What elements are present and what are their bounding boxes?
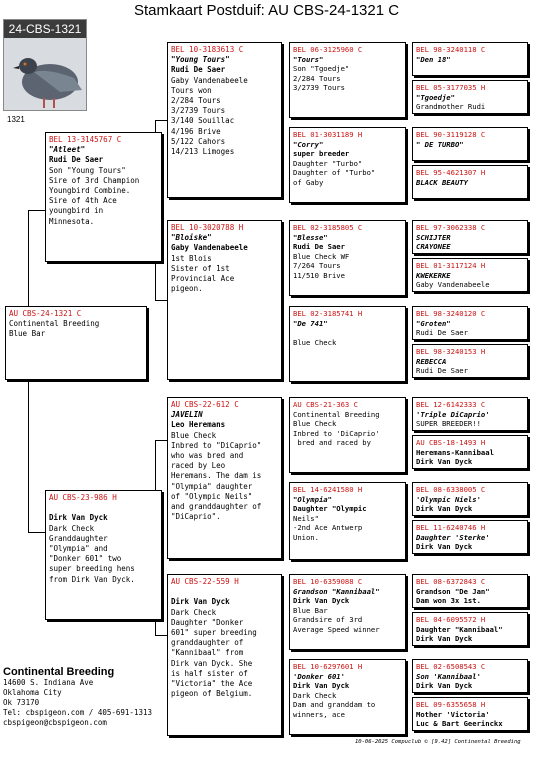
- gen4-ring: BEL 98-3240118 C: [416, 45, 486, 54]
- gen3-ring: BEL 14-6241580 H: [293, 485, 363, 494]
- gen3-owner: Rudi De Saer: [293, 242, 345, 252]
- gen4-line: Mother 'Victoria': [416, 709, 490, 719]
- gen4-line: Gaby Vandenabeele: [416, 280, 490, 290]
- dd-line: 601" super breeding: [171, 628, 257, 638]
- gen4-ring: BEL 04-6095572 H: [416, 615, 486, 624]
- gen3-line: Grandsire of 3rd: [293, 615, 363, 625]
- dam-line: "Olympia" and: [49, 544, 108, 554]
- gen4-name: REBECCA: [416, 356, 447, 366]
- sire-line: Sire of 3rd Champion: [49, 175, 140, 185]
- gen3-line: winners, ace: [293, 709, 345, 719]
- gen3-name: 'Donker 601': [293, 671, 345, 681]
- gen3-ring: AU CBS-21-363 C: [293, 400, 358, 409]
- gen3-line: Union.: [293, 532, 319, 542]
- gen4-line: SUPER BREEDER!!: [416, 419, 481, 429]
- gen4-ring: BEL 98-3240120 C: [416, 309, 486, 318]
- gen3-line: Son "Tgoedje": [293, 64, 350, 74]
- gen3-owner: Daughter "Olympic: [293, 504, 367, 514]
- ss-line: 5/122 Cahors: [171, 136, 226, 146]
- sire-line: youngbird in: [49, 206, 104, 216]
- dd-name: [171, 587, 278, 597]
- gen3-line: Blue Check WF: [293, 251, 350, 261]
- gen3-line: Dark Check: [293, 690, 337, 700]
- ss-line: 3/140 Souillac: [171, 116, 235, 126]
- gen3-line: 2/284 Tours: [293, 73, 341, 83]
- gen3-line: Continental Breeding: [293, 409, 380, 419]
- dam-ring: AU CBS-23-986 H: [49, 493, 117, 502]
- gen3-card: [289, 127, 406, 203]
- ds-line: Heremans. The dam is: [171, 471, 262, 481]
- ss-line: 14/213 Limoges: [171, 147, 235, 157]
- gen3-owner: super breeder: [293, 149, 350, 159]
- connector-line: [155, 120, 167, 121]
- gen4-card: [412, 80, 528, 114]
- subject-line: Continental Breeding: [9, 319, 100, 329]
- gen4-card: [412, 258, 528, 292]
- gen4-ring: BEL 90-3119128 C: [416, 130, 486, 139]
- gen4-ring: BEL 95-4621307 H: [416, 168, 486, 177]
- gen4-ring: BEL 08-6338005 C: [416, 485, 486, 494]
- gen3-line: Average Speed winner: [293, 624, 380, 634]
- gen4-line: Grandmother Rudi: [416, 102, 486, 112]
- gen4-card: [412, 306, 528, 340]
- subject-card: [5, 306, 147, 380]
- ss-owner: Rudi De Saer: [171, 65, 226, 75]
- breeder-name: Continental Breeding: [3, 666, 115, 678]
- ss-line: 2/284 Tours: [171, 96, 221, 106]
- pigeon-photo: [3, 19, 87, 111]
- gen3-line: Neils": [293, 513, 319, 523]
- sire-ring: BEL 13-3145767 C: [49, 135, 122, 144]
- connector-line: [28, 378, 29, 532]
- gen3-card: [289, 482, 406, 560]
- gen3-card: [289, 397, 406, 473]
- gen4-card: [412, 612, 528, 646]
- gen4-line: Dam won 3x 1st.: [416, 596, 481, 606]
- dd-line: Daughter "Donker: [171, 617, 244, 627]
- connector-line: [28, 532, 45, 533]
- ss-name: "Young Tours": [171, 55, 230, 65]
- dd-owner: Dirk Van Dyck: [171, 597, 230, 607]
- gen3-line: Dam and granddam to: [293, 700, 376, 710]
- gen4-ring: BEL 02-6508543 C: [416, 662, 486, 671]
- gen3-line: of Gaby: [293, 177, 324, 187]
- photo-label: 24-CBS-1321: [4, 20, 86, 38]
- gen3-ring: BEL 10-6297601 H: [293, 662, 363, 671]
- connector-line: [155, 300, 167, 301]
- sd-line: Sister of 1st: [171, 263, 230, 273]
- gen3-line: [293, 328, 402, 338]
- gen3-name: Grandson "Kannibaal": [293, 586, 380, 596]
- gen3-line: bred and raced by: [293, 438, 371, 448]
- gen4-line: Heremans-Kannibaal: [416, 447, 494, 457]
- breeder-zip: Ok 73170: [3, 698, 40, 707]
- gen3-line: Blue Check: [293, 419, 337, 429]
- gen4-line: Grandson "De Jan": [416, 586, 490, 596]
- gen3-line: Blue Bar: [293, 605, 328, 615]
- ds-name: JAVELIN: [171, 410, 203, 420]
- gen3-name: "Blesse": [293, 232, 328, 242]
- dam-line: from Dirk Van Dyck.: [49, 574, 135, 584]
- sire-line: Minnesota.: [49, 216, 95, 226]
- gen4-card: [412, 397, 528, 431]
- dam-line: super breeding hens: [49, 564, 135, 574]
- gen4-card: [412, 574, 528, 608]
- gen3-ring: BEL 02-3185805 C: [293, 223, 363, 232]
- gen3-ring: BEL 10-6359088 C: [293, 577, 363, 586]
- sire-owner: Rudi De Saer: [49, 155, 104, 165]
- connector-line: [155, 440, 167, 441]
- sire-line: Son "Young Tours": [49, 165, 126, 175]
- gen4-line: Luc & Bart Geerinckx: [416, 719, 503, 729]
- gen3-line: Daughter "Turbo": [293, 158, 363, 168]
- gen3-line: 7/264 Tours: [293, 261, 341, 271]
- gen4-line: Dirk Van Dyck: [416, 634, 473, 644]
- dam-owner: Dirk Van Dyck: [49, 513, 108, 523]
- gen4-card: [412, 482, 528, 516]
- gen3-name: "De 741": [293, 318, 328, 328]
- gen4-line: Daughter "Kannibaal": [416, 624, 503, 634]
- dd-card: [167, 574, 282, 736]
- gen3-card: [289, 220, 406, 296]
- ss-line: Gaby Vandenabeele: [171, 75, 248, 85]
- gen4-ring: BEL 05-3177035 H: [416, 83, 486, 92]
- gen4-ring: AU CBS-18-1493 H: [416, 438, 486, 447]
- dd-line: Dirk van Dyck. She: [171, 658, 253, 668]
- footer: 10-06-2025 Compuclub © [9.42] Continental Breeding: [355, 739, 521, 745]
- gen4-card: [412, 520, 528, 554]
- sd-card: [167, 220, 282, 380]
- gen4-name: KWEKERKE: [416, 270, 451, 280]
- gen4-name: 'Triple DiCaprio': [416, 409, 490, 419]
- breeder-info: [3, 666, 152, 728]
- ds-owner: Leo Heremans: [171, 420, 226, 430]
- sire-line: Youngbird Combine.: [49, 186, 131, 196]
- ds-line: who was bred and: [171, 451, 244, 461]
- gen4-line: Dirk Van Dyck: [416, 542, 473, 552]
- subject-ring: AU CBS-24-1321 C: [9, 309, 82, 318]
- gen4-ring: BEL 09-6355658 H: [416, 700, 486, 709]
- gen3-line: 11/510 Brive: [293, 270, 345, 280]
- gen4-name: " DE TURBO": [416, 139, 464, 149]
- sd-ring: BEL 10-3020788 H: [171, 223, 244, 232]
- gen3-card: [289, 574, 406, 650]
- gen4-name: "Groten": [416, 318, 451, 328]
- gen3-ring: BEL 01-3031189 H: [293, 130, 363, 139]
- sd-line: 1st Blois: [171, 253, 212, 263]
- ds-line: Blue Check: [171, 430, 217, 440]
- dd-line: granddaughter of: [171, 638, 244, 648]
- ss-ring: BEL 10-3183613 C: [171, 45, 244, 54]
- sd-name: "Bloiske": [171, 233, 212, 243]
- gen4-card: [412, 344, 528, 378]
- dd-line: Dark Check: [171, 607, 217, 617]
- gen3-ring: BEL 06-3125960 C: [293, 45, 363, 54]
- gen4-card: [412, 127, 528, 161]
- gen3-name: "Corry": [293, 139, 324, 149]
- sd-owner: Gaby Vandenabeele: [171, 243, 248, 253]
- dam-card: [45, 490, 162, 620]
- sire-line: Sire of 4th Ace: [49, 196, 117, 206]
- breeder-email: cbspigeon@cbspigeon.com: [3, 718, 107, 727]
- connector-line: [28, 210, 29, 310]
- dd-ring: AU CBS-22-559 H: [171, 577, 239, 586]
- sire-card: [45, 132, 162, 262]
- dd-line: "Kannibaal" from: [171, 648, 244, 658]
- gen3-name: "Olympia": [293, 494, 332, 504]
- gen4-line: Dirk Van Dyck: [416, 457, 473, 467]
- gen4-name: BLACK BEAUTY: [416, 177, 468, 187]
- gen4-card: [412, 220, 528, 254]
- dam-line: "Donker 601" two: [49, 554, 122, 564]
- gen4-line: Rudi De Saer: [416, 328, 468, 338]
- gen4-name: "Den 18": [416, 54, 451, 64]
- gen3-line: -2nd Ace Antwerp: [293, 523, 363, 533]
- connector-line: [155, 635, 167, 636]
- ds-line: "Olympia" daughter: [171, 481, 253, 491]
- gen4-name: SCHIJTER: [416, 232, 451, 242]
- gen4-ring: BEL 08-6372843 C: [416, 577, 486, 586]
- gen3-line: Blue Check: [293, 337, 337, 347]
- gen4-line: Dirk Van Dyck: [416, 504, 473, 514]
- breeder-city: Oklahoma City: [3, 688, 62, 697]
- ss-line: 3/2739 Tours: [171, 106, 226, 116]
- ds-card: [167, 397, 282, 559]
- breeder-address: 14600 S. Indiana Ave: [3, 678, 94, 687]
- gen4-card: [412, 659, 528, 693]
- gen4-ring: BEL 97-3062338 C: [416, 223, 486, 232]
- dd-line: "Victoria" the Ace: [171, 679, 253, 689]
- gen4-name: "Tgoedje": [416, 92, 455, 102]
- gen3-owner: Dirk Van Dyck: [293, 596, 350, 606]
- gen4-name: Son 'Kannibaal': [416, 671, 481, 681]
- ds-line: "DiCaprio".: [171, 512, 221, 522]
- ss-line: Tours won: [171, 85, 212, 95]
- ds-line: raced by Leo: [171, 461, 226, 471]
- dam-line: Dark Check: [49, 523, 95, 533]
- gen3-card: [289, 659, 406, 735]
- gen4-ring: BEL 98-3240153 H: [416, 347, 486, 356]
- gen3-name: "Tours": [293, 54, 324, 64]
- gen4-line: Dirk Van Dyck: [416, 681, 473, 691]
- page-title: Stamkaart Postduif: AU CBS-24-1321 C: [133, 2, 400, 19]
- ss-line: 4/196 Brive: [171, 126, 221, 136]
- photo-caption: 1321: [7, 115, 25, 124]
- dd-line: is half sister of: [171, 668, 248, 678]
- dam-name: [49, 503, 158, 513]
- gen3-line: Inbred to 'DiCaprio': [293, 428, 380, 438]
- gen3-line: Daughter of "Turbo": [293, 168, 376, 178]
- breeder-phone: Tel: cbspigeon.com / 405-691-1313: [3, 708, 153, 717]
- connector-line: [28, 210, 45, 211]
- gen4-card: [412, 42, 528, 76]
- pigeon-image: [4, 38, 87, 111]
- gen4-card: [412, 165, 528, 199]
- gen4-line: Rudi De Saer: [416, 366, 468, 376]
- gen3-card: [289, 42, 406, 118]
- sd-line: pigeon.: [171, 284, 203, 294]
- gen4-name: Daughter 'Sterke': [416, 532, 490, 542]
- gen4-ring: BEL 12-6142333 C: [416, 400, 486, 409]
- ss-card: [167, 42, 282, 198]
- gen4-ring: BEL 01-3117124 H: [416, 261, 486, 270]
- ds-ring: AU CBS-22-612 C: [171, 400, 239, 409]
- ds-line: of "Olympic Neils": [171, 491, 253, 501]
- dd-line: pigeon of Belgium.: [171, 689, 253, 699]
- gen3-card: [289, 306, 406, 382]
- gen4-line: CRAYONEE: [416, 242, 451, 252]
- dam-line: Granddaughter: [49, 533, 108, 543]
- sd-line: Provincial Ace: [171, 274, 235, 284]
- gen3-line: 3/2739 Tours: [293, 83, 345, 93]
- gen3-owner: Dirk Van Dyck: [293, 681, 350, 691]
- gen4-card: [412, 697, 528, 731]
- gen3-ring: BEL 02-3185741 H: [293, 309, 363, 318]
- sire-name: "Atleet": [49, 145, 86, 155]
- ds-line: and granddaughter of: [171, 502, 262, 512]
- gen4-name: 'Olympic Niels': [416, 494, 481, 504]
- gen4-ring: BEL 11-6240746 H: [416, 523, 486, 532]
- subject-line: Blue Bar: [9, 329, 46, 339]
- gen4-card: [412, 435, 528, 469]
- ds-line: Inbred to "DiCaprio": [171, 440, 262, 450]
